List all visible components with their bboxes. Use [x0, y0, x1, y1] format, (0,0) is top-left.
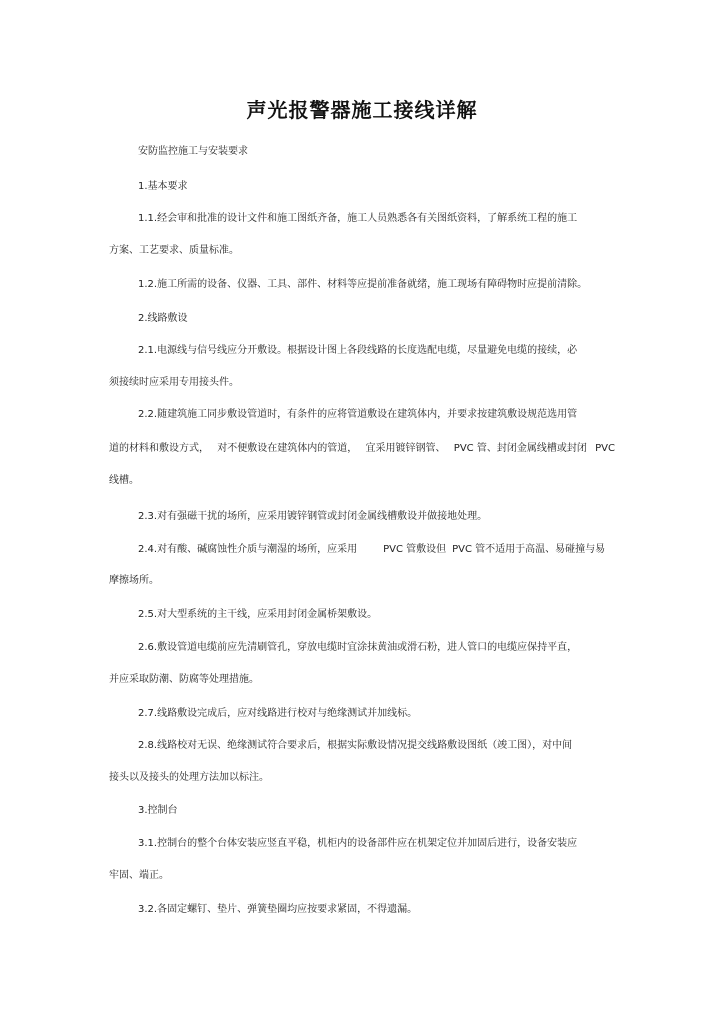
paragraph-2-4-line-1 [138, 543, 605, 557]
paragraph-3-1-line-2: 牢固、端正。 [109, 870, 169, 881]
paragraph-2-5: 2.5.对大型系统的主干线，应采用封闭金属桥架敷设。 [138, 609, 378, 620]
paragraph-2-8-line-2: 接头以及接头的处理方法加以标注。 [109, 772, 269, 783]
paragraph-2-2-line-3: 线槽。 [109, 475, 139, 486]
paragraph-2-2-line-1: 2.2.随建筑施工同步敷设管道时，有条件的应将管道敷设在建筑体内，并要求按建筑敷设规范选用管 [138, 409, 578, 420]
paragraph-2-3: 2.3.对有强磁干扰的场所，应采用镀锌钢管或封闭金属线槽敷设并做接地处理。 [138, 511, 488, 522]
text-segment: 道的材料和敷设方式， [109, 443, 209, 454]
paragraph-2-4-line-2: 摩擦场所。 [109, 575, 159, 586]
subtitle: 安防监控施工与安装要求 [138, 146, 248, 157]
paragraph-1-2: 1.2.施工所需的设备、仪器、工具、部件、材料等应提前准备就绪，施工现场有障碍物时应提前清除。 [138, 279, 588, 290]
paragraph-2-7: 2.7.线路敷设完成后，应对线路进行校对与绝缘测试并加线标。 [138, 708, 418, 719]
paragraph-1-1-line-2: 方案、工艺要求、质量标准。 [109, 245, 239, 256]
paragraph-2-8-line-1: 2.8.线路校对无误、绝缘测试符合要求后，根据实际敷设情况提交线路敷设图纸（竣工图），对中间 [138, 740, 573, 751]
paragraph-3-2: 3.2.各固定螺钉、垫片、弹簧垫圈均应按要求紧固，不得遗漏。 [138, 904, 418, 915]
section-heading-2: 2.线路敷设 [138, 313, 188, 324]
paragraph-1-1-line-1: 1.1.经会审和批准的设计文件和施工图纸齐备，施工人员熟悉各有关图纸资料，了解系统工程的施工 [138, 213, 578, 224]
paragraph-3-1-line-1: 3.1.控制台的整个台体安装应竖直平稳，机柜内的设备部件应在机架定位并加固后进行，设备安装应 [138, 838, 578, 849]
paragraph-2-1-line-1: 2.1.电源线与信号线应分开敷设。根据设计图上各段线路的长度选配电缆，尽量避免电缆的接续，必 [138, 345, 578, 356]
text-segment: PVC [595, 443, 615, 454]
text-segment: 宜采用镀锌钢管、 [365, 443, 446, 454]
section-heading-3: 3.控制台 [138, 805, 178, 816]
text-segment: PVC 管敷设但 [383, 544, 447, 555]
text-segment: PVC 管、封闭金属线槽或封闭 [453, 443, 587, 454]
section-heading-1: 1.基本要求 [138, 181, 188, 192]
document-title: 声光报警器施工接线详解 [246, 98, 478, 122]
text-segment: PVC 管不适用于高温、易碰撞与易 [452, 544, 606, 555]
paragraph-2-6-line-2: 并应采取防潮、防腐等处理措施。 [109, 674, 259, 685]
paragraph-2-6-line-1: 2.6.敷设管道电缆前应先清刷管孔，穿放电缆时宜涂抹黄油或滑石粉，进人管口的电缆应保持平直， [138, 642, 578, 653]
text-segment: 2.4.对有酸、碱腐蚀性介质与潮湿的场所，应采用 [138, 544, 358, 555]
paragraph-2-1-line-2: 须接续时应采用专用接头件。 [109, 377, 239, 388]
paragraph-2-2-line-2 [109, 442, 615, 456]
text-segment: 对不便敷设在建筑体内的管道， [217, 443, 358, 454]
